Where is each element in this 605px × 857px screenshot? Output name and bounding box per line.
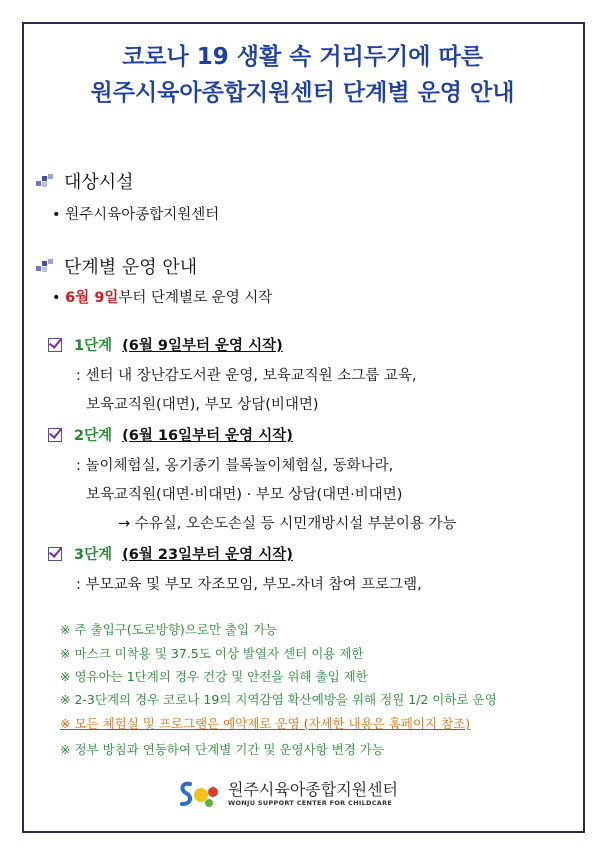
note-item: ※ 영유아는 1단계의 경우 건강 및 안전을 위해 출입 제한 <box>60 669 368 684</box>
note-item: ※ 2-3단계의 경우 코로나 19의 지역감염 확산예방을 위해 정원 1/2 이하로 운영 <box>60 692 497 707</box>
center-logo <box>176 778 398 810</box>
stage-1-header <box>48 334 283 355</box>
stage-3-header <box>48 543 293 564</box>
note-item: ※ 정부 방침과 연동하여 단계별 기간 및 운영사항 변경 가능 <box>60 742 384 757</box>
note-item: ※ 주 출입구(도로방향)으로만 출입 가능 <box>60 622 278 637</box>
start-date: 6월 9일 <box>65 290 119 306</box>
stage-label: 2단계 <box>74 428 113 444</box>
stage-period: (6월 23일부터 운영 시작) <box>122 547 293 563</box>
title-line-2: 원주시육아종합지원센터 단계별 운영 안내 <box>90 80 515 106</box>
section-heading: 단계별 운영 안내 <box>64 257 198 278</box>
stage-period: (6월 9일부터 운영 시작) <box>122 338 283 354</box>
center-logo-icon <box>176 778 220 810</box>
checkbox-icon <box>48 338 62 352</box>
note-item: ※ 마스크 미착용 및 37.5도 이상 발열자 센터 이용 제한 <box>60 646 364 661</box>
section-heading: 대상시설 <box>64 172 134 193</box>
section-stage-guide <box>36 253 197 279</box>
logo-name: 원주시육아종합지원센터 <box>228 780 399 799</box>
checkbox-icon <box>48 547 62 561</box>
stage-1-line-2: 보육교직원(대면), 부모 상담(비대면) <box>86 397 319 413</box>
stage-2-line-1: : 놀이체험실, 옹기종기 블록놀이체험실, 동화나라, <box>76 458 394 474</box>
title-line-1: 코로나 19 생활 속 거리두기에 따른 <box>122 44 483 70</box>
list-item: • 6월 9일부터 단계별로 운영 시작 <box>52 290 273 306</box>
stage-3-line-1: : 부모교육 및 부모 자조모임, 부모-자녀 참여 프로그램, <box>76 577 422 593</box>
stage-period: (6월 16일부터 운영 시작) <box>122 428 293 444</box>
stage-2-line-3: → 수유실, 오손도손실 등 시민개방시설 부분이용 가능 <box>118 516 457 532</box>
squares-icon <box>36 259 54 273</box>
stage-label: 1단계 <box>74 338 113 354</box>
start-suffix: 부터 단계별로 운영 시작 <box>118 290 273 306</box>
note-item-reservation: ※ 모든 체험실 및 프로그램은 예약제로 운영 (자세한 내용은 홈페이지 참조) <box>60 716 471 731</box>
stage-2-line-2: 보육교직원(대면·비대면) · 부모 상담(대면·비대면) <box>86 487 403 503</box>
stage-label: 3단계 <box>74 547 113 563</box>
squares-icon <box>36 174 54 188</box>
logo-subtitle: WONJU SUPPORT CENTER FOR CHILDCARE <box>228 799 393 807</box>
stage-2-header <box>48 424 293 445</box>
checkbox-icon <box>48 428 62 442</box>
stage-1-line-1: : 센터 내 장난감도서관 운영, 보육교직원 소그룹 교육, <box>76 368 417 384</box>
facility-name: 원주시육아종합지원센터 <box>65 207 220 223</box>
section-target-facility <box>36 168 134 194</box>
list-item: • 원주시육아종합지원센터 <box>52 207 220 223</box>
